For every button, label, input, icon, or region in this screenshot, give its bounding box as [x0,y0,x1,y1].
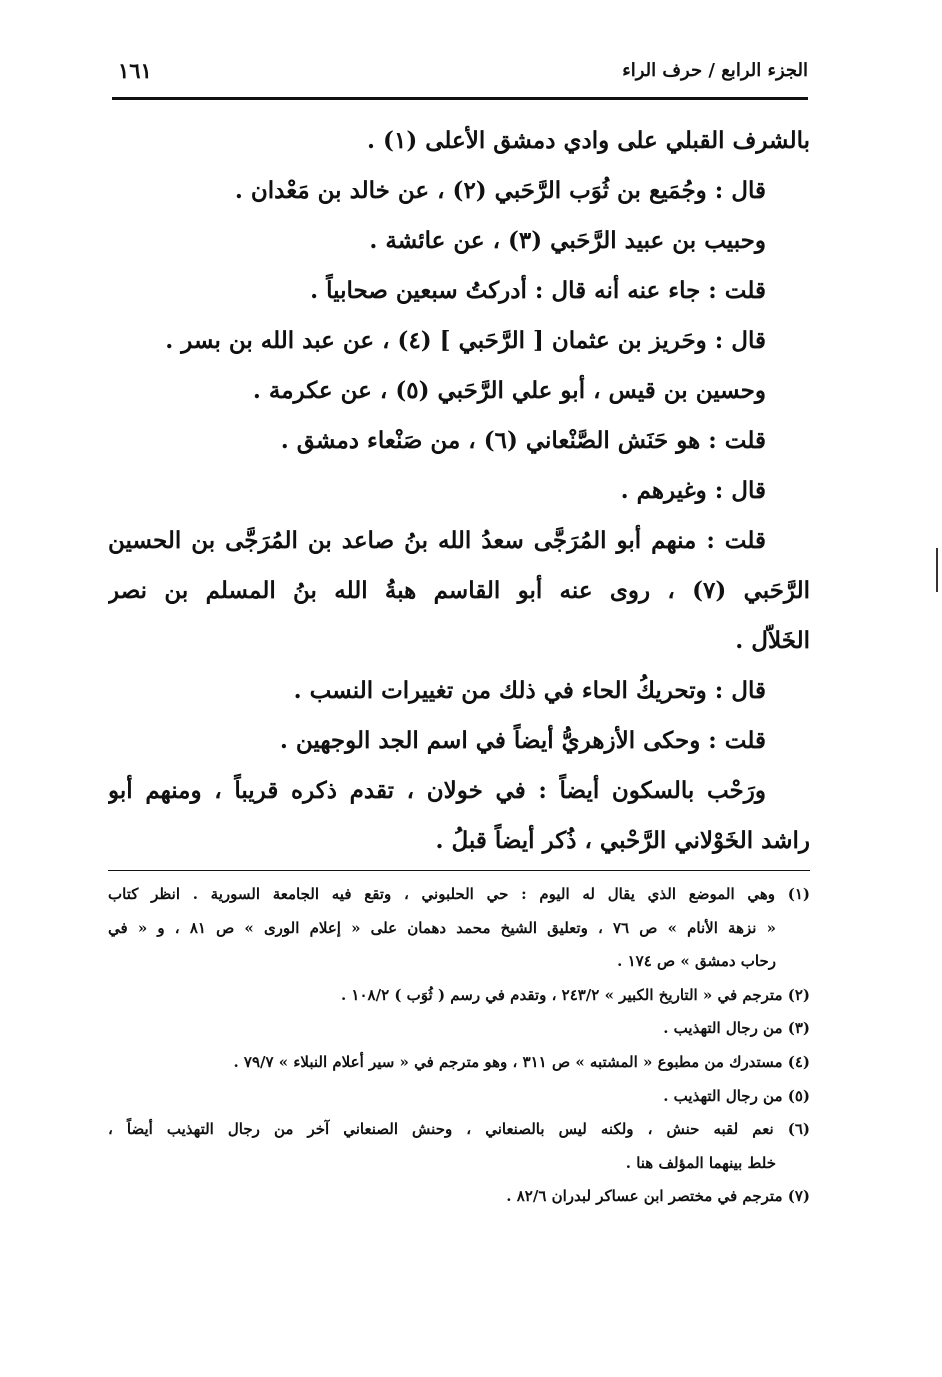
footnote-line: « نزهة الأنام » ص ٧٦ ، وتعليق الشيخ محمد دهمان على « إعلام الورى » ص ٨١ ، و « في [108,918,776,937]
text-line: الرَّحَبي (٧) ، روى عنه أبو القاسم هبةُ الله بنُ المسلم بن نصر [108,577,810,604]
text-line: قلت : منهم أبو المُرَجَّى سعدُ الله بنُ صاعد بن المُرَجَّى بن الحسين [108,527,766,554]
text-line: قلت : هو حَنَش الصَّنْعاني (٦) ، من صَنْعاء دمشق . [280,427,766,454]
running-header-title: الجزء الرابع / حرف الراء [622,60,808,81]
footnote-line: (٣) من رجال التهذيب . [663,1019,810,1038]
footnote-line: (٤) مستدرك من مطبوع « المشتبه » ص ٣١١ ، وهو مترجم في « سير أعلام النبلاء » ٧٩/٧ . [233,1052,810,1071]
text-line: ورَحْب بالسكون أيضاً : في خولان ، تقدم ذكره قريباً ، ومنهم أبو [108,777,766,804]
footnote-divider [108,870,810,871]
text-line: بالشرف القبلي على وادي دمشق الأعلى (١) . [367,127,810,154]
text-line: الخَلاّل . [735,627,810,654]
footnote-line: رحاب دمشق » ص ١٧٤ . [617,952,776,971]
footnote-line: (١) وهي الموضع الذي يقال له اليوم : حي الحلبوني ، وتقع فيه الجامعة السورية . انظر كتاب [108,885,810,903]
text-line: قال : وتحريكُ الحاء في ذلك من تغييرات النسب . [293,677,766,704]
footnote-line: (٢) مترجم في « التاريخ الكبير » ٢٤٣/٢ ، وتقدم في رسم ( ثُوَب ) ١٠٨/٢ . [340,985,810,1004]
header-divider [112,97,808,100]
footnotes [108,878,810,1214]
scan-edge-mark [936,548,938,592]
text-line: قال : وغيرهم . [620,477,766,504]
text-line: وحسين بن قيس ، أبو علي الرَّحَبي (٥) ، عن عكرمة . [252,377,766,404]
text-line: قال : وجُمَيع بن ثُوَب الرَّحَبي (٢) ، عن خالد بن مَعْدان . [234,177,766,204]
footnote-line: (٧) مترجم في مختصر ابن عساكر لبدران ٨٢/٦ . [506,1187,810,1206]
page-number: ١٦١ [118,58,152,83]
footnote-line: خلط بينهما المؤلف هنا . [625,1153,776,1172]
text-line: قال : وحَريز بن عثمان [ الرَّحَبي ] (٤) ، عن عبد الله بن بسر . [165,327,766,354]
text-line: قلت : جاء عنه أنه قال : أدركتُ سبعين صحابياً . [310,277,766,304]
text-line: وحبيب بن عبيد الرَّحَبي (٣) ، عن عائشة . [369,227,766,254]
main-text [108,116,810,866]
running-header [112,52,808,96]
footnote-line: (٦) نعم لقبه حنش ، ولكنه ليس بالصنعاني ، وحنش الصنعاني آخر من رجال التهذيب أيضاً ، [108,1120,810,1139]
text-line: قلت : وحكى الأزهريُّ أيضاً في اسم الجد الوجهين . [279,727,766,754]
footnote-line: (٥) من رجال التهذيب . [663,1086,810,1105]
text-line: راشد الخَوْلاني الرَّحْبي ، ذُكر أيضاً قبلُ . [435,827,810,854]
